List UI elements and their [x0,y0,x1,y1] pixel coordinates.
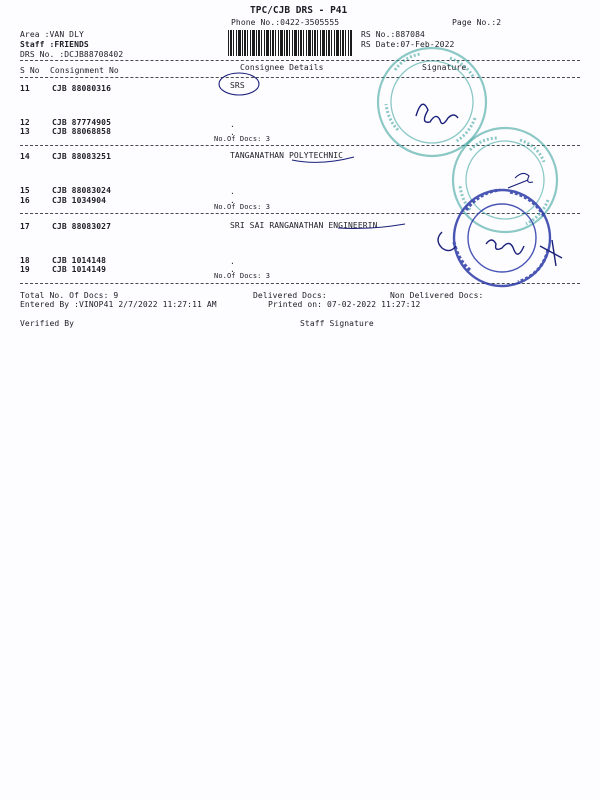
underline-mark [292,157,354,162]
consignee-name: TANGANATHAN POLYTECHNIC [230,151,344,160]
total-docs: Total No. Of Docs: 9 [20,291,119,300]
row-sno: 16 [20,196,30,205]
blue-stamp [454,190,550,286]
dot-mark: . [230,120,235,129]
dot-mark: . [230,128,235,137]
delivered-docs: Delivered Docs: [253,291,327,300]
row-sno: 15 [20,186,30,195]
row-consignment: CJB 1014148 [52,256,107,265]
teal-stamp-2 [453,128,557,232]
row-consignment: CJB 1034904 [52,196,107,205]
signature-2 [508,173,533,188]
page-number: Page No.:2 [452,18,502,27]
consignee-name: SRI SAI RANGANATHAN ENGINEERIN [230,221,378,230]
dot-mark: . [230,265,235,274]
row-sno: 13 [20,127,30,136]
rs-number: RS No.:887084 [361,30,425,39]
rs-date: RS Date:07-Feb-2022 [361,40,455,49]
non-delivered-docs: Non Delivered Docs: [390,291,484,300]
col-sno: S No [20,66,40,75]
consignee-name: SRS [230,81,245,90]
col-consignment: Consignment No [50,66,119,75]
row-consignment: CJB 88080316 [52,84,111,93]
row-consignment: CJB 1014149 [52,265,107,274]
row-consignment: CJB 88068858 [52,127,111,136]
dot-mark: . [230,257,235,266]
teal-stamp-1 [378,48,486,156]
srs-circle-mark [219,73,259,95]
col-consignee: Consignee Details [240,63,324,72]
row-consignment: CJB 88083251 [52,152,111,161]
entered-by: Entered By :VINOP41 2/7/2022 11:27:11 AM [20,300,217,309]
col-signature: Signature [422,63,467,72]
staff-label: Staff :FRIENDS [20,40,89,49]
row-consignment: CJB 88083027 [52,222,111,231]
area-label: Area :VAN DLY [20,30,84,39]
drs-number: DRS No. :DCJB88708402 [20,50,124,59]
row-sno: 11 [20,84,30,93]
dot-mark: . [230,187,235,196]
document-title: TPC/CJB DRS - P41 [250,5,348,16]
row-sno: 19 [20,265,30,274]
printed-on: Printed on: 07-02-2022 11:27:12 [268,300,421,309]
underline-mark [338,224,405,229]
verified-by: Verified By [20,319,75,328]
row-sno: 12 [20,118,30,127]
row-sno: 14 [20,152,30,161]
docs-count: No.Of Docs: 3 [214,272,271,280]
docs-count: No.Of Docs: 3 [214,203,271,211]
dot-mark: . [230,196,235,205]
row-sno: 18 [20,256,30,265]
staff-signature-label: Staff Signature [300,319,374,328]
row-consignment: CJB 87774905 [52,118,111,127]
row-consignment: CJB 88083024 [52,186,111,195]
row-sno: 17 [20,222,30,231]
docs-count: No.Of Docs: 3 [214,135,271,143]
signature-1 [416,104,458,123]
phone-number: Phone No.:0422-3505555 [231,18,340,27]
stamps-and-signatures [0,0,600,340]
